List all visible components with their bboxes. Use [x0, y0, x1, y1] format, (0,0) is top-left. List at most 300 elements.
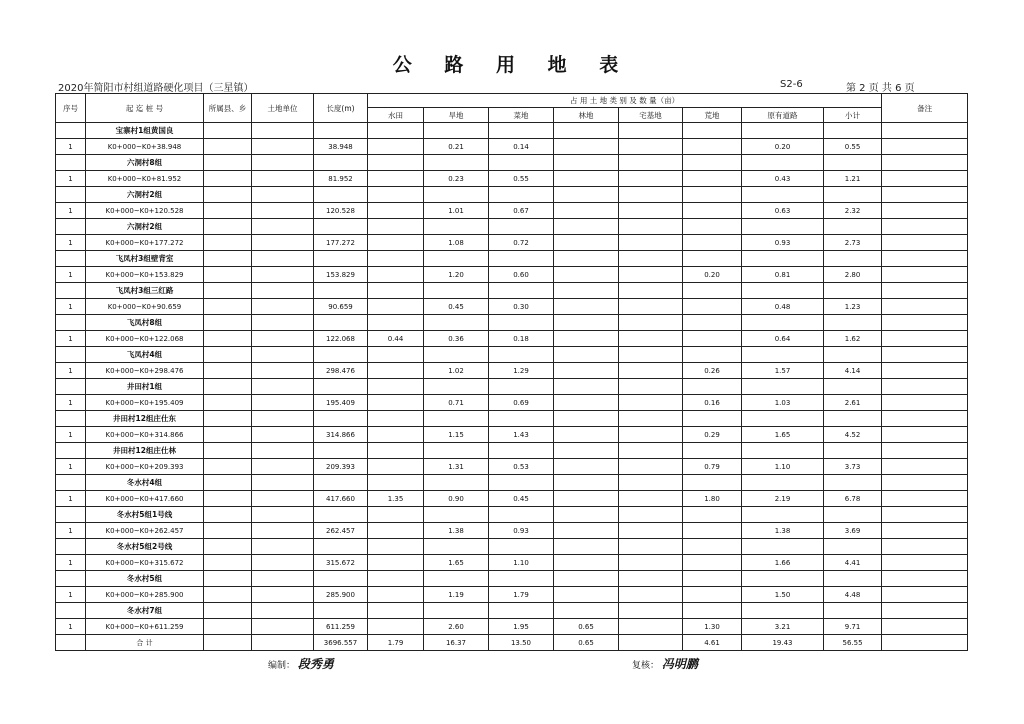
row-length: 38.948 — [314, 139, 368, 155]
row-category-value: 1.21 — [824, 171, 882, 187]
table-cell — [554, 571, 619, 587]
table-cell — [489, 283, 554, 299]
row-length: 262.457 — [314, 523, 368, 539]
table-cell — [424, 123, 489, 139]
table-cell — [824, 219, 882, 235]
table-cell — [314, 123, 368, 139]
table-cell — [824, 603, 882, 619]
row-category-value: 2.80 — [824, 267, 882, 283]
table-cell — [489, 571, 554, 587]
table-cell — [683, 251, 742, 267]
table-cell — [56, 379, 86, 395]
section-row — [56, 251, 968, 267]
row-seq: 1 — [56, 491, 86, 507]
table-cell — [742, 603, 824, 619]
row-category-value — [619, 139, 683, 155]
row-county — [204, 363, 252, 379]
row-length: 177.272 — [314, 235, 368, 251]
table-cell — [424, 187, 489, 203]
table-cell — [252, 539, 314, 555]
row-category-value — [368, 299, 424, 315]
table-cell — [424, 539, 489, 555]
table-cell — [56, 219, 86, 235]
row-category-value — [619, 459, 683, 475]
table-cell — [368, 539, 424, 555]
row-land-unit — [252, 363, 314, 379]
table-cell — [314, 411, 368, 427]
row-category-value: 0.93 — [742, 235, 824, 251]
table-cell — [252, 187, 314, 203]
table-cell — [619, 507, 683, 523]
row-category-value — [683, 555, 742, 571]
table-cell — [252, 571, 314, 587]
table-cell — [368, 155, 424, 171]
row-category-value: 0.71 — [424, 395, 489, 411]
row-category-value — [619, 395, 683, 411]
table-cell — [824, 155, 882, 171]
table-cell — [742, 251, 824, 267]
row-length: 298.476 — [314, 363, 368, 379]
row-station: K0+000~K0+90.659 — [86, 299, 204, 315]
row-land-unit — [252, 491, 314, 507]
row-category-value — [368, 363, 424, 379]
row-category-value: 0.23 — [424, 171, 489, 187]
row-category-value: 0.48 — [742, 299, 824, 315]
row-county — [204, 171, 252, 187]
section-name: 冬水村5组1号线 — [86, 507, 204, 523]
total-row — [56, 635, 968, 651]
row-category-value — [619, 363, 683, 379]
header-category: 原有道路 — [742, 108, 824, 123]
table-cell — [314, 475, 368, 491]
table-cell — [882, 187, 968, 203]
table-cell — [882, 411, 968, 427]
row-category-value — [683, 331, 742, 347]
table-cell — [554, 539, 619, 555]
row-county — [204, 459, 252, 475]
row-category-value: 0.60 — [489, 267, 554, 283]
row-seq: 1 — [56, 139, 86, 155]
table-row — [56, 587, 968, 603]
header-category: 旱地 — [424, 108, 489, 123]
row-category-value — [368, 235, 424, 251]
row-seq: 1 — [56, 267, 86, 283]
row-category-value: 4.41 — [824, 555, 882, 571]
row-remark — [882, 299, 968, 315]
table-cell — [368, 123, 424, 139]
table-cell — [619, 347, 683, 363]
row-land-unit — [252, 555, 314, 571]
row-category-value: 2.73 — [824, 235, 882, 251]
table-cell — [683, 411, 742, 427]
table-cell — [424, 571, 489, 587]
table-cell — [314, 219, 368, 235]
table-cell — [489, 507, 554, 523]
section-row — [56, 411, 968, 427]
row-category-value: 2.60 — [424, 619, 489, 635]
table-cell — [314, 539, 368, 555]
table-cell — [204, 603, 252, 619]
row-category-value: 1.50 — [742, 587, 824, 603]
table-cell — [619, 283, 683, 299]
row-category-value: 0.20 — [742, 139, 824, 155]
row-category-value — [368, 523, 424, 539]
row-length: 315.672 — [314, 555, 368, 571]
table-cell — [489, 379, 554, 395]
table-cell — [882, 155, 968, 171]
row-category-value: 0.45 — [424, 299, 489, 315]
reviewed-label: 复核： — [632, 661, 660, 671]
section-name: 飞凤村4组 — [86, 347, 204, 363]
row-station: K0+000~K0+209.393 — [86, 459, 204, 475]
table-cell — [554, 315, 619, 331]
table-row — [56, 171, 968, 187]
table-cell — [204, 283, 252, 299]
table-cell — [56, 411, 86, 427]
table-cell — [824, 123, 882, 139]
row-category-value — [683, 299, 742, 315]
table-cell — [314, 603, 368, 619]
row-category-value — [554, 331, 619, 347]
table-cell — [314, 443, 368, 459]
row-length: 285.900 — [314, 587, 368, 603]
row-category-value: 4.48 — [824, 587, 882, 603]
row-category-value: 2.32 — [824, 203, 882, 219]
row-category-value — [619, 555, 683, 571]
row-category-value: 2.19 — [742, 491, 824, 507]
table-cell — [204, 539, 252, 555]
row-category-value — [554, 363, 619, 379]
row-remark — [882, 267, 968, 283]
section-name: 六洞村8组 — [86, 155, 204, 171]
row-category-value — [368, 171, 424, 187]
row-land-unit — [252, 203, 314, 219]
section-name: 飞凤村8组 — [86, 315, 204, 331]
table-cell — [824, 443, 882, 459]
table-row — [56, 139, 968, 155]
table-row — [56, 491, 968, 507]
table-row — [56, 267, 968, 283]
row-remark — [882, 331, 968, 347]
table-cell — [683, 475, 742, 491]
table-cell — [683, 507, 742, 523]
row-remark — [882, 619, 968, 635]
page-info: 第 2 页 共 6 页 — [846, 83, 915, 94]
header-category: 小计 — [824, 108, 882, 123]
row-seq: 1 — [56, 299, 86, 315]
row-category-value — [368, 395, 424, 411]
table-cell — [489, 603, 554, 619]
table-cell — [742, 315, 824, 331]
row-remark — [882, 427, 968, 443]
row-category-value: 9.71 — [824, 619, 882, 635]
table-cell — [489, 539, 554, 555]
table-cell — [554, 603, 619, 619]
land-use-table — [55, 93, 968, 651]
row-land-unit — [252, 267, 314, 283]
table-cell — [368, 411, 424, 427]
table-cell — [683, 571, 742, 587]
row-category-value: 1.79 — [489, 587, 554, 603]
row-remark — [882, 171, 968, 187]
row-category-value: 0.64 — [742, 331, 824, 347]
table-cell — [619, 155, 683, 171]
row-length: 209.393 — [314, 459, 368, 475]
table-cell — [489, 219, 554, 235]
table-cell — [683, 187, 742, 203]
section-name: 井田村1组 — [86, 379, 204, 395]
row-category-value — [368, 427, 424, 443]
row-category-value: 1.10 — [489, 555, 554, 571]
row-category-value — [368, 459, 424, 475]
table-cell — [882, 635, 968, 651]
row-county — [204, 619, 252, 635]
table-cell — [554, 507, 619, 523]
table-cell — [619, 475, 683, 491]
total-label: 合 计 — [86, 635, 204, 651]
table-cell — [252, 347, 314, 363]
row-category-value: 1.30 — [683, 619, 742, 635]
table-cell — [252, 283, 314, 299]
table-cell — [424, 315, 489, 331]
table-cell — [368, 187, 424, 203]
section-name: 飞凤村3组三红路 — [86, 283, 204, 299]
row-category-value: 0.45 — [489, 491, 554, 507]
table-cell — [204, 347, 252, 363]
row-category-value: 1.10 — [742, 459, 824, 475]
table-cell — [882, 475, 968, 491]
section-name: 宝寨村1组黄国良 — [86, 123, 204, 139]
table-cell — [368, 347, 424, 363]
table-cell — [619, 539, 683, 555]
table-cell — [368, 475, 424, 491]
row-land-unit — [252, 523, 314, 539]
table-cell — [56, 283, 86, 299]
table-row — [56, 555, 968, 571]
row-station: K0+000~K0+611.259 — [86, 619, 204, 635]
row-remark — [882, 491, 968, 507]
row-land-unit — [252, 139, 314, 155]
table-cell — [882, 283, 968, 299]
table-row — [56, 395, 968, 411]
row-category-value: 0.29 — [683, 427, 742, 443]
row-length: 417.660 — [314, 491, 368, 507]
table-cell — [882, 443, 968, 459]
table-cell — [368, 219, 424, 235]
header-category: 菜地 — [489, 108, 554, 123]
table-cell — [252, 315, 314, 331]
row-category-value: 0.53 — [489, 459, 554, 475]
row-category-value — [683, 203, 742, 219]
table-cell — [619, 187, 683, 203]
row-category-value: 1.65 — [742, 427, 824, 443]
row-category-value: 1.57 — [742, 363, 824, 379]
row-category-value: 1.31 — [424, 459, 489, 475]
row-seq: 1 — [56, 235, 86, 251]
table-cell — [424, 379, 489, 395]
table-cell — [742, 507, 824, 523]
table-cell — [554, 379, 619, 395]
row-category-value — [554, 203, 619, 219]
row-seq: 1 — [56, 459, 86, 475]
section-name: 冬水村5组2号线 — [86, 539, 204, 555]
row-station: K0+000~K0+314.866 — [86, 427, 204, 443]
table-cell — [742, 571, 824, 587]
row-station: K0+000~K0+262.457 — [86, 523, 204, 539]
row-remark — [882, 523, 968, 539]
row-remark — [882, 139, 968, 155]
row-category-value — [554, 299, 619, 315]
row-category-value: 3.69 — [824, 523, 882, 539]
row-category-value: 0.20 — [683, 267, 742, 283]
row-category-value: 0.81 — [742, 267, 824, 283]
row-category-value — [554, 235, 619, 251]
table-cell — [882, 539, 968, 555]
row-length: 314.866 — [314, 427, 368, 443]
total-category-value: 13.50 — [489, 635, 554, 651]
total-category-value: 4.61 — [683, 635, 742, 651]
row-category-value — [683, 139, 742, 155]
table-cell — [619, 379, 683, 395]
row-length: 90.659 — [314, 299, 368, 315]
table-cell — [824, 571, 882, 587]
table-cell — [56, 507, 86, 523]
table-cell — [742, 475, 824, 491]
table-cell — [252, 379, 314, 395]
table-cell — [204, 507, 252, 523]
section-row — [56, 507, 968, 523]
header-category: 水田 — [368, 108, 424, 123]
row-land-unit — [252, 587, 314, 603]
table-cell — [56, 251, 86, 267]
row-category-value: 1.01 — [424, 203, 489, 219]
table-cell — [489, 187, 554, 203]
table-cell — [424, 475, 489, 491]
table-cell — [424, 443, 489, 459]
row-category-value — [683, 171, 742, 187]
row-station: K0+000~K0+153.829 — [86, 267, 204, 283]
section-name: 飞凤村3组壁背室 — [86, 251, 204, 267]
section-row — [56, 155, 968, 171]
table-cell — [489, 347, 554, 363]
row-land-unit — [252, 171, 314, 187]
row-category-value — [619, 587, 683, 603]
table-cell — [742, 283, 824, 299]
table-row — [56, 299, 968, 315]
row-station: K0+000~K0+285.900 — [86, 587, 204, 603]
table-cell — [424, 603, 489, 619]
table-cell — [619, 603, 683, 619]
table-cell — [314, 507, 368, 523]
total-category-value: 0.65 — [554, 635, 619, 651]
table-cell — [252, 219, 314, 235]
page-title: 公 路 用 地 表 — [392, 54, 632, 76]
section-row — [56, 571, 968, 587]
row-remark — [882, 235, 968, 251]
table-cell — [204, 571, 252, 587]
compiled-signature: 段秀勇 — [297, 657, 334, 671]
row-category-value — [368, 139, 424, 155]
table-cell — [489, 443, 554, 459]
table-cell — [489, 251, 554, 267]
row-length: 122.068 — [314, 331, 368, 347]
row-seq: 1 — [56, 523, 86, 539]
row-county — [204, 523, 252, 539]
row-category-value — [554, 139, 619, 155]
table-cell — [882, 123, 968, 139]
table-cell — [489, 411, 554, 427]
row-length: 611.259 — [314, 619, 368, 635]
section-name: 井田村12组庄仕东 — [86, 411, 204, 427]
table-cell — [554, 123, 619, 139]
compiled-label: 编制： — [268, 661, 296, 671]
table-cell — [683, 219, 742, 235]
table-cell — [204, 187, 252, 203]
row-remark — [882, 203, 968, 219]
row-county — [204, 299, 252, 315]
row-seq: 1 — [56, 203, 86, 219]
total-category-value: 19.43 — [742, 635, 824, 651]
row-category-value — [619, 427, 683, 443]
section-name: 六洞村2组 — [86, 219, 204, 235]
table-cell — [56, 539, 86, 555]
row-category-value: 1.29 — [489, 363, 554, 379]
row-land-unit — [252, 427, 314, 443]
table-cell — [882, 347, 968, 363]
row-category-value: 1.20 — [424, 267, 489, 283]
row-category-value: 1.23 — [824, 299, 882, 315]
row-category-value — [554, 427, 619, 443]
table-cell — [252, 251, 314, 267]
table-cell — [314, 251, 368, 267]
row-category-value: 2.61 — [824, 395, 882, 411]
table-cell — [204, 443, 252, 459]
row-category-value: 1.62 — [824, 331, 882, 347]
row-county — [204, 491, 252, 507]
row-category-value — [619, 619, 683, 635]
row-category-value — [368, 203, 424, 219]
table-cell — [683, 603, 742, 619]
table-row — [56, 523, 968, 539]
row-category-value — [368, 555, 424, 571]
row-category-value — [368, 587, 424, 603]
table-cell — [56, 187, 86, 203]
row-category-value: 0.18 — [489, 331, 554, 347]
row-category-value: 1.38 — [424, 523, 489, 539]
row-category-value: 4.14 — [824, 363, 882, 379]
table-cell — [824, 315, 882, 331]
row-seq: 1 — [56, 331, 86, 347]
row-category-value: 0.14 — [489, 139, 554, 155]
table-cell — [204, 219, 252, 235]
row-category-value: 1.02 — [424, 363, 489, 379]
table-cell — [683, 123, 742, 139]
table-cell — [204, 155, 252, 171]
row-category-value: 0.55 — [489, 171, 554, 187]
reviewed-signature: 冯明鹏 — [661, 657, 698, 671]
row-category-value: 0.69 — [489, 395, 554, 411]
row-land-unit — [252, 459, 314, 475]
table-cell — [683, 539, 742, 555]
row-category-value: 3.73 — [824, 459, 882, 475]
table-cell — [619, 219, 683, 235]
table-cell — [252, 411, 314, 427]
row-remark — [882, 363, 968, 379]
header-seq: 序号 — [56, 94, 86, 123]
row-remark — [882, 395, 968, 411]
row-station: K0+000~K0+315.672 — [86, 555, 204, 571]
row-length: 153.829 — [314, 267, 368, 283]
